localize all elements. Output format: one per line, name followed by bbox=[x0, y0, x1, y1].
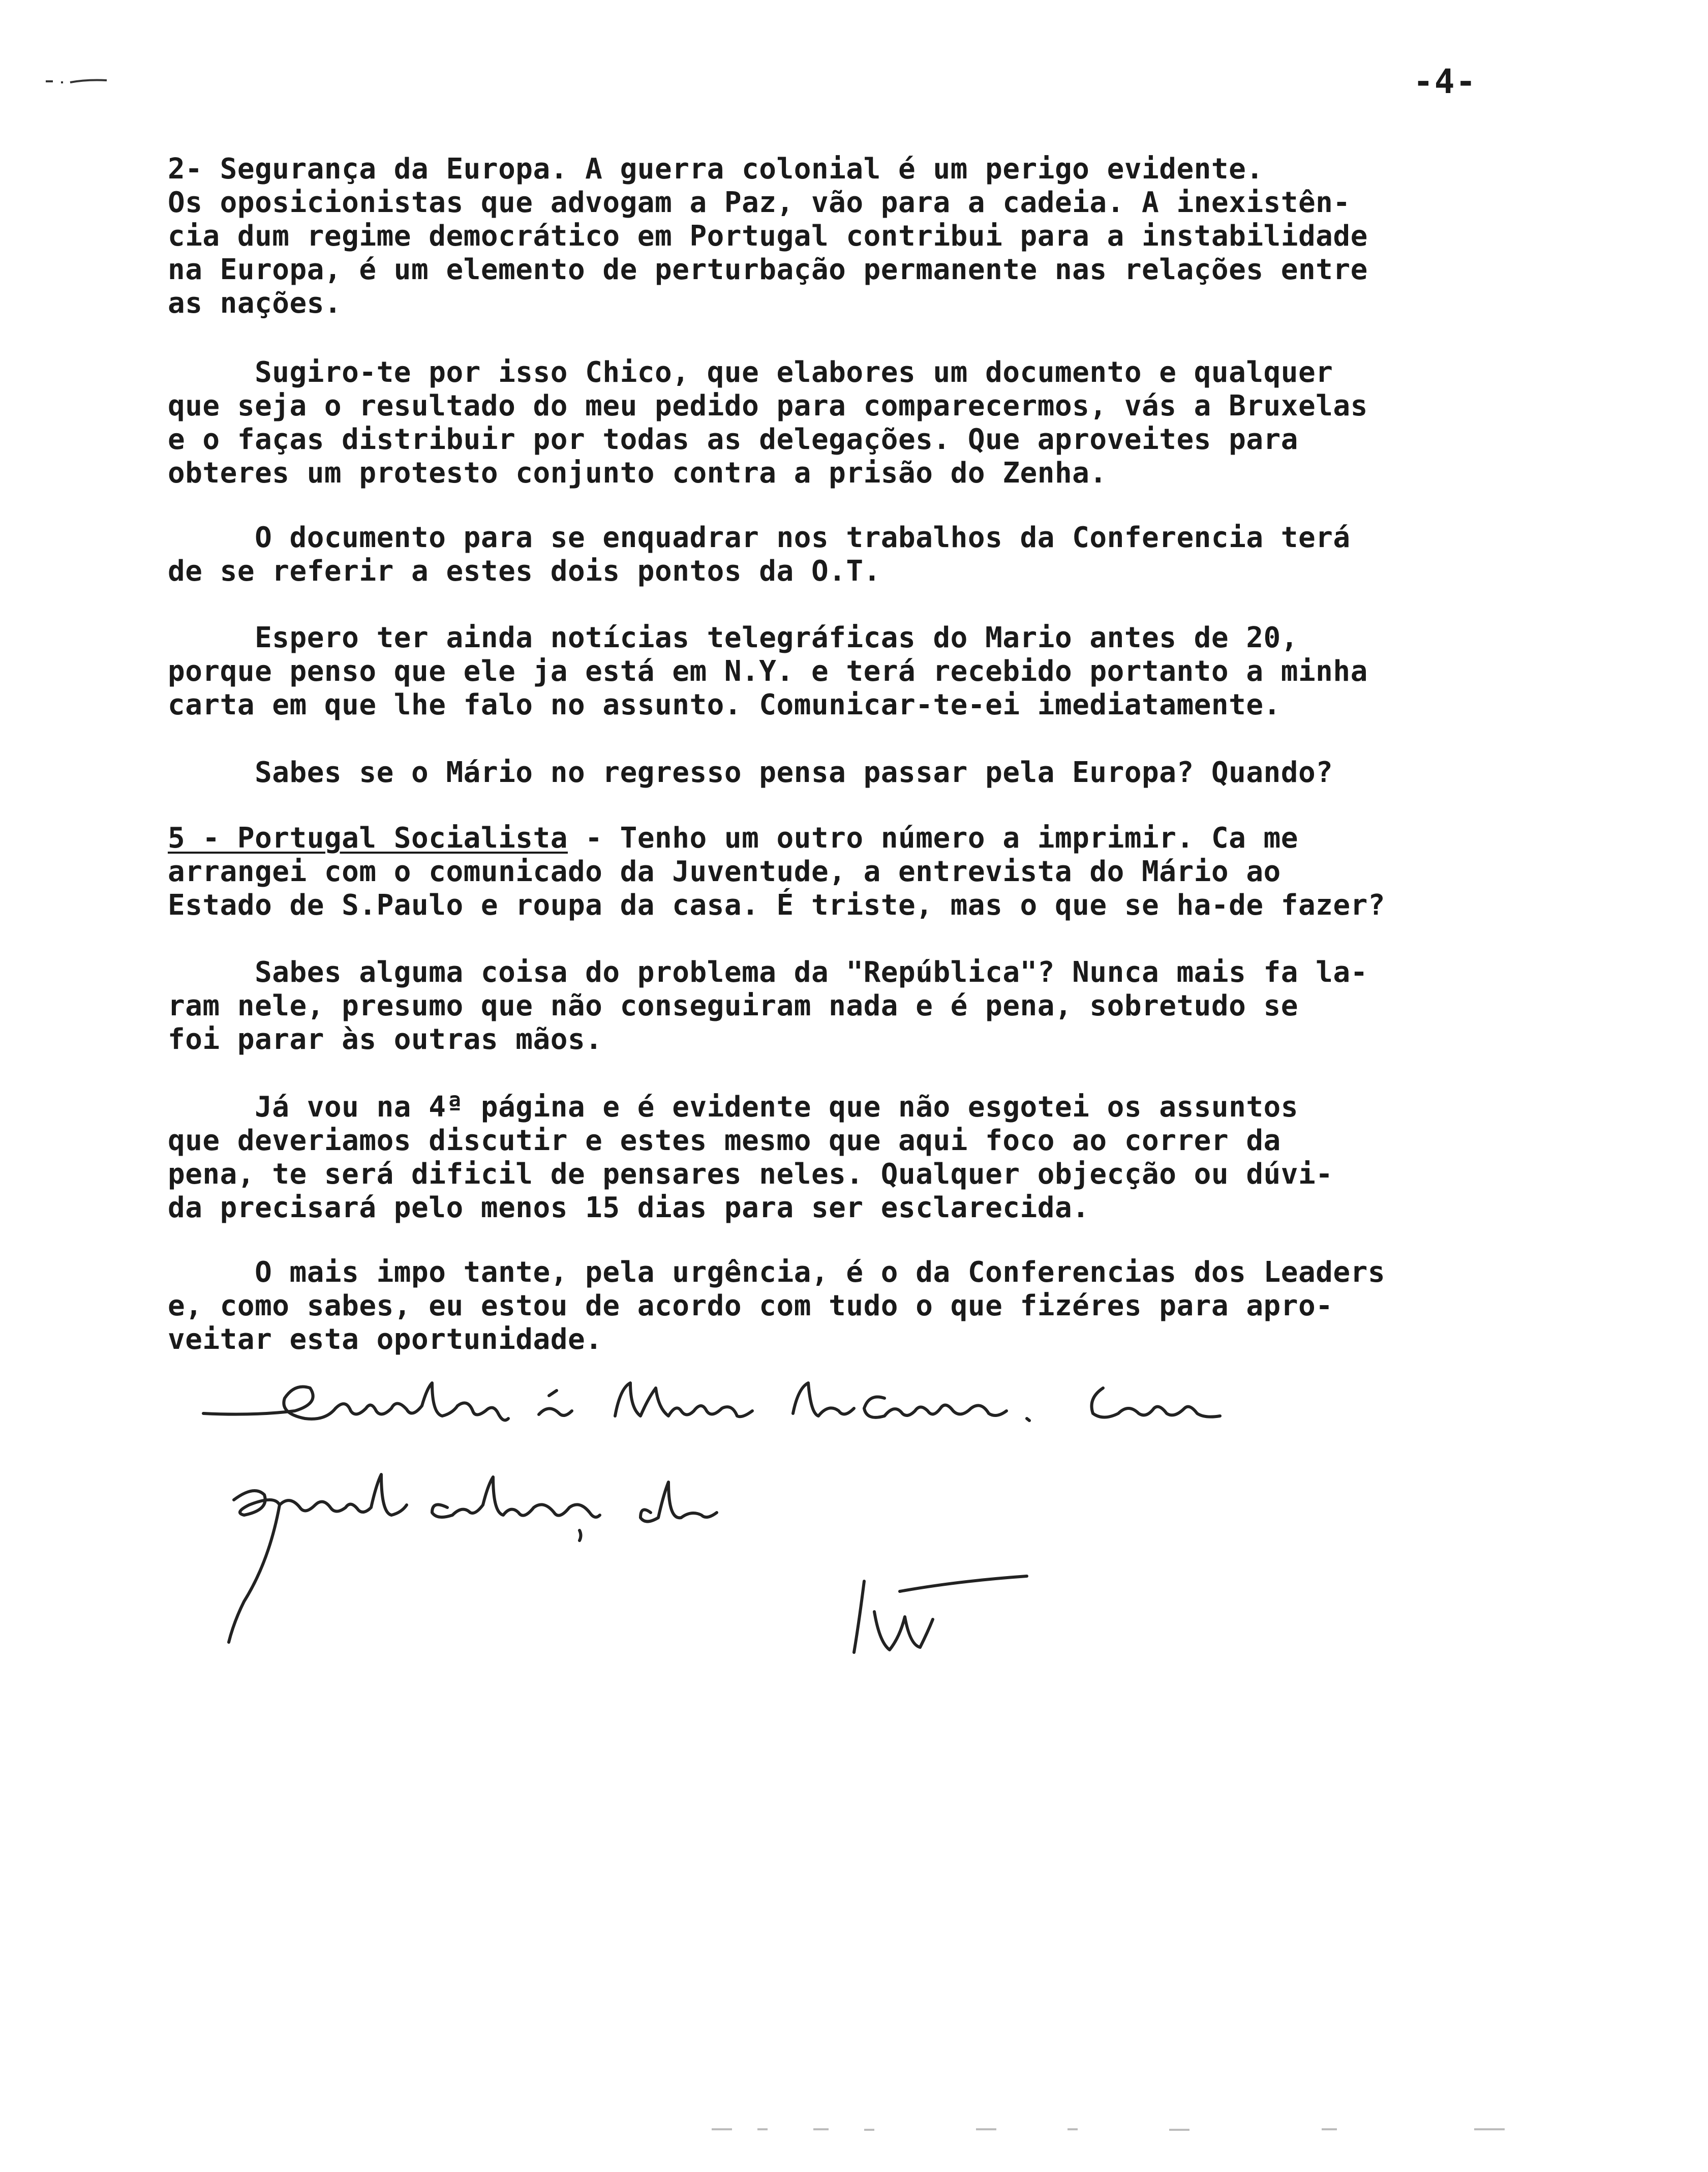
page-number: -4- bbox=[1413, 62, 1477, 101]
paragraph-document-conference bbox=[168, 521, 1622, 588]
text-line: na Europa, é um elemento de perturbação permanente nas relações entre bbox=[168, 253, 1368, 286]
text-line: Estado de S.Paulo e roupa da casa. É triste, mas o que se ha-de fazer? bbox=[168, 889, 1386, 922]
text-line: O mais impo tante, pela urgência, é o da Conferencias dos Leaders bbox=[168, 1256, 1386, 1289]
text-line: veitar esta oportunidade. bbox=[168, 1323, 603, 1356]
text-line: Sabes alguma coisa do problema da "República"? Nunca mais fa la- bbox=[168, 956, 1368, 989]
text-line: da precisará pelo menos 15 dias para ser esclarecida. bbox=[168, 1191, 1090, 1224]
text-line: Os oposicionistas que advogam a Paz, vão para a cadeia. A inexistên- bbox=[168, 186, 1351, 219]
text-line bbox=[168, 822, 1622, 855]
text-line: ram nele, presumo que não conseguiram nada e é pena, sobretudo se bbox=[168, 989, 1298, 1022]
text-line: que seja o resultado do meu pedido para comparecermos, vás a Bruxelas bbox=[168, 389, 1368, 423]
paragraph-mario-return bbox=[168, 756, 1622, 790]
handwritten-signature bbox=[193, 1368, 1515, 1693]
text-line: cia dum regime democrático em Portugal contribui para a instabilidade bbox=[168, 220, 1368, 253]
scan-noise-bottom bbox=[712, 2125, 1576, 2133]
text-line: pena, te será dificil de pensares neles. Qualquer objecção ou dúvi- bbox=[168, 1158, 1333, 1191]
text-line: e, como sabes, eu estou de acordo com tudo o que fizéres para apro- bbox=[168, 1289, 1333, 1322]
paragraph-republica bbox=[168, 956, 1622, 1057]
text-line: de se referir a estes dois pontos da O.T. bbox=[168, 555, 881, 588]
text-line: O documento para se enquadrar nos trabalhos da Conferencia terá bbox=[168, 521, 1351, 554]
text-line: Sugiro-te por isso Chico, que elabores um documento e qualquer bbox=[168, 356, 1333, 389]
text-line: Espero ter ainda notícias telegráficas do Mario antes de 20, bbox=[168, 621, 1298, 654]
text-line: 2- Segurança da Europa. A guerra colonial é um perigo evidente. bbox=[168, 153, 1264, 186]
text-line: foi parar às outras mãos. bbox=[168, 1023, 603, 1056]
text-line: Sabes se o Mário no regresso pensa passar pela Europa? Quando? bbox=[168, 756, 1333, 789]
text-line: porque penso que ele ja está em N.Y. e terá recebido portanto a minha bbox=[168, 655, 1368, 688]
text-line: e o faças distribuir por todas as delegações. Que aproveites para bbox=[168, 423, 1298, 456]
paragraph-suggestion-chico bbox=[168, 356, 1622, 490]
corner-scan-mark bbox=[46, 76, 117, 86]
paragraph-fourth-page bbox=[168, 1091, 1622, 1225]
text-line: Já vou na 4ª página e é evidente que não esgotei os assuntos bbox=[168, 1091, 1298, 1124]
text-line: que deveriamos discutir e estes mesmo que aqui foco ao correr da bbox=[168, 1124, 1281, 1157]
text-line: as nações. bbox=[168, 287, 342, 320]
section-heading: 5 - Portugal Socialista bbox=[168, 822, 568, 855]
signature-drawing bbox=[193, 1368, 1515, 1693]
paragraph-mario-news bbox=[168, 621, 1622, 722]
heading-continuation: - Tenho um outro número a imprimir. Ca me bbox=[567, 822, 1298, 855]
paragraph-portugal-socialista bbox=[168, 822, 1622, 922]
paragraph-leaders-conference bbox=[168, 1256, 1622, 1356]
text-line: obteres um protesto conjunto contra a prisão do Zenha. bbox=[168, 457, 1107, 490]
paragraph-security-europe bbox=[168, 153, 1622, 320]
text-line: carta em que lhe falo no assunto. Comunicar-te-ei imediatamente. bbox=[168, 688, 1281, 721]
text-line: arrangei com o comunicado da Juventude, a entrevista do Mário ao bbox=[168, 855, 1281, 888]
